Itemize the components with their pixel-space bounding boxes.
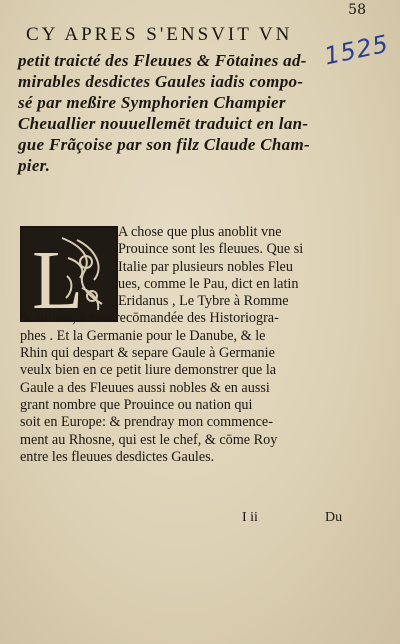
heading-line: pier. bbox=[18, 156, 51, 175]
text-line: veulx bien en ce petit liure demonstrer que la bbox=[20, 362, 277, 379]
text-line: phes . Et la Germanie pour le Danube, & le bbox=[20, 327, 266, 344]
body-paragraph bbox=[20, 224, 358, 466]
page-number: 58 bbox=[348, 2, 366, 18]
text-line: soit en Europe: & prendray mon commence- bbox=[20, 414, 273, 431]
text-line: entre les fleuues desdictes Gaules. bbox=[20, 448, 215, 465]
text-line: A chose que plus anoblit vne bbox=[118, 224, 282, 240]
text-line: ment au Rhosne, qui est le chef, & cōme Roy bbox=[20, 431, 278, 448]
text-line: Eridanus , Le Tybre à Romme bbox=[118, 293, 289, 310]
heading-italic-block bbox=[18, 50, 368, 176]
text-line: Rhin qui despart & separe Gaule à Germanie bbox=[20, 345, 275, 362]
handwritten-annotation: 1525 bbox=[321, 29, 392, 71]
initial-letter: L bbox=[32, 234, 84, 320]
text-line: Italie par plusieurs nobles Fleu bbox=[118, 258, 293, 275]
text-line: & aultres, à esté recōmandée des Historiogra- bbox=[20, 310, 279, 327]
text-line: ues, comme le Pau, dict en latin bbox=[118, 275, 299, 292]
catchword: Du bbox=[325, 510, 343, 525]
signature-mark: I ii bbox=[242, 510, 258, 525]
text-line: Gaule a des Fleuues aussi nobles & en aussi bbox=[20, 379, 270, 396]
heading-line: sé par meßire Symphorien Champier bbox=[18, 93, 286, 112]
heading-line: Cheuallier nouuellemēt traduict en lan- bbox=[18, 114, 309, 133]
heading-line: gue Frãçoise par son filz Claude Cham- bbox=[18, 135, 310, 154]
heading-line: mirables desdictes Gaules iadis compo- bbox=[18, 72, 304, 91]
text-line: Prouince sont les fleuues. Que si bbox=[118, 241, 304, 258]
heading-line: petit traicté des Fleuues & Fōtaines ad- bbox=[18, 51, 307, 70]
text-line: grant nombre que Prouince ou nation qui bbox=[20, 396, 253, 413]
heading-capitals: CY APRES S'ENSVIT VN bbox=[26, 24, 293, 45]
